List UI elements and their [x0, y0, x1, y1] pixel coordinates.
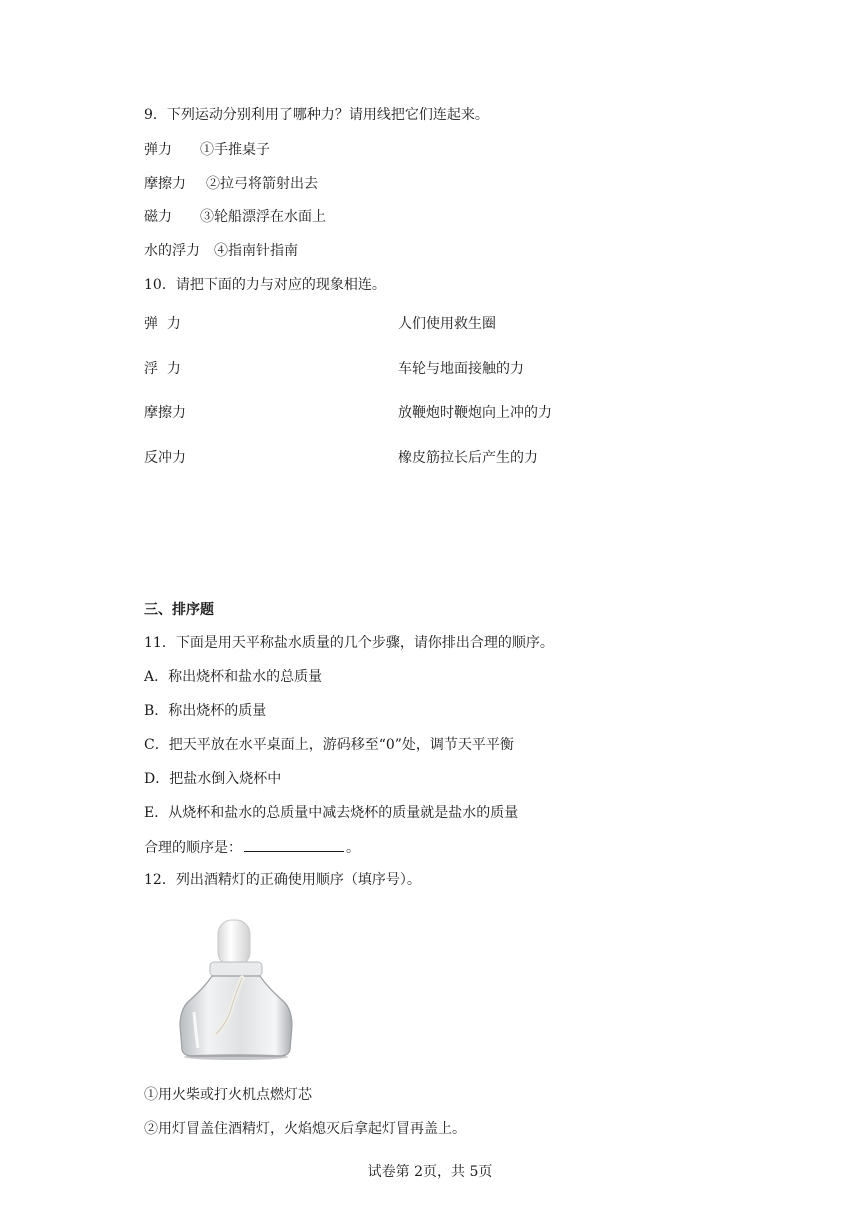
- q11-title: 11．下面是用天平称盐水质量的几个步骤，请你排出合理的顺序。: [144, 635, 554, 651]
- q9-item-3: ③轮船漂浮在水面上: [200, 209, 326, 225]
- q10-left-1: 弹 力: [144, 316, 181, 332]
- alcohol-lamp-image: [172, 916, 312, 1064]
- q10-left-2: 浮 力: [144, 361, 181, 377]
- q9-row-4: [144, 241, 298, 261]
- q9-force-4: 水的浮力: [144, 243, 200, 259]
- q9-title: 9．下列运动分别利用了哪种力？请用线把它们连起来。: [144, 107, 489, 123]
- q9-force-2: 摩擦力: [144, 176, 186, 192]
- q9-row-2: [144, 174, 318, 194]
- q12-step-2: ②用灯冒盖住酒精灯，火焰熄灭后拿起灯冒再盖上。: [144, 1121, 466, 1137]
- q9-force-3: 磁力: [144, 209, 172, 225]
- q10-right-1: 人们使用救生圈: [398, 316, 496, 332]
- q11-option-c: C．把天平放在水平桌面上，游码移至“0”处，调节天平平衡: [144, 737, 514, 753]
- q12-step-1: ①用火柴或打火机点燃灯芯: [144, 1087, 312, 1103]
- q10-left-3: 摩擦力: [144, 405, 186, 421]
- q9-item-1: ①手推桌子: [200, 142, 270, 158]
- q11-option-d: D．把盐水倒入烧杯中: [144, 771, 282, 787]
- q10-left-4: 反冲力: [144, 450, 186, 466]
- q9-row-3: [144, 207, 326, 227]
- q11-option-b: B．称出烧杯的质量: [144, 703, 267, 719]
- q9-force-1: 弹力: [144, 142, 172, 158]
- q9-row-1: [144, 140, 270, 160]
- q11-answer-line: [144, 837, 360, 858]
- q9-item-2: ②拉弓将箭射出去: [206, 176, 318, 192]
- q11-answer-blank[interactable]: [244, 837, 344, 852]
- q10-title: 10．请把下面的力与对应的现象相连。: [144, 277, 386, 293]
- q11-option-e: E．从烧杯和盐水的总质量中减去烧杯的质量就是盐水的质量: [144, 805, 519, 821]
- page-footer: 试卷第 2页，共 5页: [367, 1164, 493, 1180]
- q10-right-2: 车轮与地面接触的力: [398, 361, 524, 377]
- q11-option-a: A．称出烧杯和盐水的总质量: [144, 669, 323, 685]
- q11-answer-suffix: 。: [346, 840, 360, 856]
- section-heading: 三、排序题: [144, 602, 214, 618]
- q12-title: 12．列出酒精灯的正确使用顺序（填序号）。: [144, 872, 421, 888]
- q10-right-3: 放鞭炮时鞭炮向上冲的力: [398, 405, 552, 421]
- q10-right-4: 橡皮筋拉长后产生的力: [398, 450, 538, 466]
- q11-answer-prefix: 合理的顺序是：: [144, 840, 242, 856]
- q9-item-4: ④指南针指南: [214, 243, 298, 259]
